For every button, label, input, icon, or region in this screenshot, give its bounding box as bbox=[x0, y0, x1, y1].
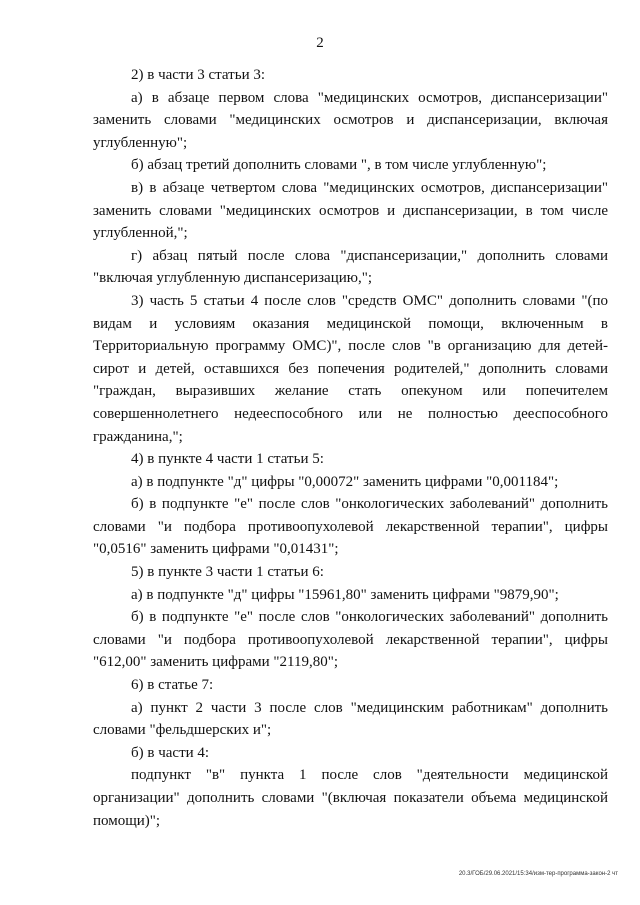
paragraph: б) в части 4: bbox=[131, 744, 210, 761]
paragraph: 4) в пункте 4 части 1 статьи 5: bbox=[131, 451, 324, 468]
document-body bbox=[93, 64, 608, 832]
page-number: 2 bbox=[316, 35, 324, 51]
footer-document-code: 20.3/ГОБ/29.06.2021/15:34/изм-тер-программа-закон-2 чт bbox=[458, 871, 618, 877]
paragraph: а) в абзаце первом слова "медицинских осмотров, диспансеризации" заменить словами "медицинских осмотров и диспансеризации, включая углубленную"; bbox=[93, 89, 608, 151]
paragraph: г) абзац пятый после слова "диспансеризации," дополнить словами "включая углубленную диспансеризацию,"; bbox=[93, 247, 608, 287]
paragraph: б) в подпункте "е" после слов "онкологических заболеваний" дополнить словами "и подбора противоопухолевой лекарственной терапии", цифры "612,00" заменить цифрами "2119,80"; bbox=[93, 609, 608, 671]
paragraph: б) абзац третий дополнить словами ", в том числе углубленную"; bbox=[131, 157, 547, 174]
paragraph: 6) в статье 7: bbox=[131, 677, 214, 694]
paragraph: 2) в части 3 статьи 3: bbox=[131, 67, 266, 83]
paragraph: а) пункт 2 части 3 после слов "медицинским работникам" дополнить словами "фельдшерских и"; bbox=[93, 699, 608, 739]
paragraph: 3) часть 5 статьи 4 после слов "средств ОМС" дополнить словами "(по видам и условиям оказания медицинской помощи, включенным в Территориальную программу ОМС)", после слов "в организацию для детей-сирот и детей, оставшихся без попечения родителей," дополнить словами "граждан, выразивших желание стать опекуном или попечителем совершеннолетнего недееспособного или не полностью дееспособного гражданина,"; bbox=[93, 292, 608, 445]
paragraph: а) в подпункте "д" цифры "0,00072" заменить цифрами "0,001184"; bbox=[131, 473, 559, 490]
paragraph: а) в подпункте "д" цифры "15961,80" заменить цифрами "9879,90"; bbox=[131, 586, 559, 603]
paragraph: подпункт "в" пункта 1 после слов "деятельности медицинской организации" дополнить словами "(включая показатели объема медицинской помощи)"; bbox=[93, 767, 608, 829]
paragraph: 5) в пункте 3 части 1 статьи 6: bbox=[131, 564, 324, 581]
paragraph: в) в абзаце четвертом слова "медицинских осмотров, диспансеризации" заменить словами "медицинских осмотров и диспансеризации, в том числе углубленной,"; bbox=[93, 179, 608, 242]
paragraph: б) в подпункте "е" после слов "онкологических заболеваний" дополнить словами "и подбора противоопухолевой лекарственной терапии", цифры "0,0516" заменить цифрами "0,01431"; bbox=[93, 496, 608, 558]
